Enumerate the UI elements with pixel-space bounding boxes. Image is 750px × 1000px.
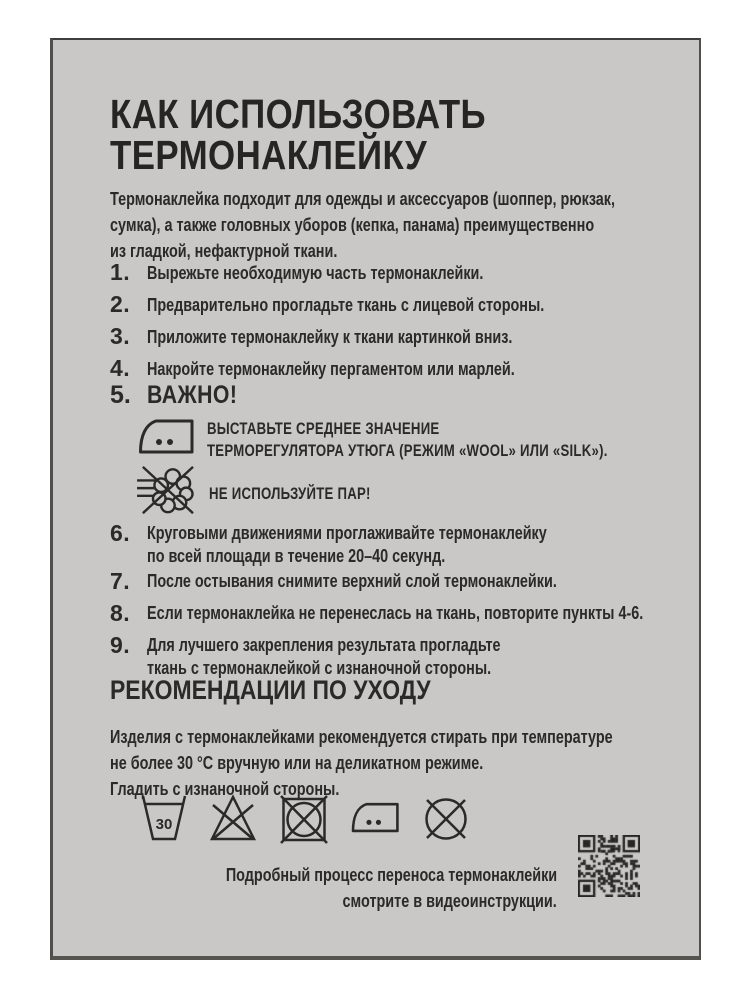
page-title-line-1: КАК ИСПОЛЬЗОВАТЬ [110,91,487,137]
intro-paragraph [110,186,701,264]
step-number: 6. [110,520,131,546]
step-item-9: 9. Для лучшего закрепления результата прогладьте ткань с термонаклейкой с изнаночной стороны. [110,632,501,678]
step-item-8: 8. Если термонаклейка не перенеслась на ткань, повторите пункты 4-6. [110,600,644,626]
step-number: 1. [110,259,131,285]
step-number: 3. [110,323,131,349]
iron-setting-note [137,414,701,465]
step-text: Предварительно прогладьте ткань с лицевой стороны. [147,295,545,315]
step-number: 4. [110,355,131,381]
step-item-6: 6. Круговыми движениями проглаживайте термонаклейку по всей площади в течение 20–40 секунд. [110,520,547,566]
intro-line: из гладкой, нефактурной ткани. [110,241,338,261]
page-title-line-2: ТЕРМОНАКЛЕЙКУ [110,132,428,178]
iron-medium-heat-icon [137,414,195,465]
step-item-5-important [110,381,253,410]
step-text: Приложите термонаклейку к ткани картинкой вниз. [147,327,513,347]
step-item-4 [110,355,644,381]
video-instruction-note: Подробный процесс переноса термонаклейки смотрите в видеоинструкции. [225,865,557,911]
no-steam-text: НЕ ИСПОЛЬЗУЙТЕ ПАР! [209,484,371,503]
step-text: Накройте термонаклейку пергаментом или марлей. [147,359,515,379]
page-title [110,91,552,178]
step-number: 2. [110,291,131,317]
care-line: Изделия с термонаклейками рекомендуется стирать при температуре [110,727,613,747]
intro-line: сумка), а также головных уборов (кепка, панама) преимущественно [110,215,595,235]
step-item-2 [110,291,644,317]
step-number: 9. [110,632,131,658]
step-number: 8. [110,600,131,626]
steps-list-1-4 [110,259,644,387]
step-text: Вырежьте необходимую часть термонаклейки. [147,263,484,283]
instruction-card [50,38,701,960]
step-item-1 [110,259,644,285]
step-item-7: 7. После остывания снимите верхний слой термонаклейки. [110,568,557,594]
qr-code [578,835,640,897]
care-line: не более 30 °C вручную или на деликатном режиме. [110,753,484,773]
do-not-bleach-icon [208,792,258,844]
care-line: Гладить с изнаночной стороны. [110,779,340,799]
iron-medium-heat-icon [350,798,400,838]
step-number: 7. [110,568,131,594]
wash-30-icon [141,792,187,844]
step-item-3 [110,323,644,349]
do-not-tumble-dry-icon [279,792,329,844]
svg-text:30: 30 [155,816,173,833]
step-number: 5. [110,381,131,409]
steps-list-6-9 [110,520,701,680]
care-symbols-row [141,791,471,845]
iron-setting-text: ВЫСТАВЬТЕ СРЕДНЕЕ ЗНАЧЕНИЕ ТЕРМОРЕГУЛЯТОРА УТЮГА (РЕЖИМ «WOOL» ИЛИ «SILK»). [207,419,608,460]
intro-line: Термонаклейка подходит для одежды и аксессуаров (шоппер, рюкзак, [110,189,616,209]
important-label: ВАЖНО! [147,381,238,409]
no-steam-icon [135,464,197,523]
do-not-dry-clean-icon [421,792,471,844]
care-section-title: РЕКОМЕНДАЦИИ ПО УХОДУ [110,675,431,705]
no-steam-note [135,464,411,523]
